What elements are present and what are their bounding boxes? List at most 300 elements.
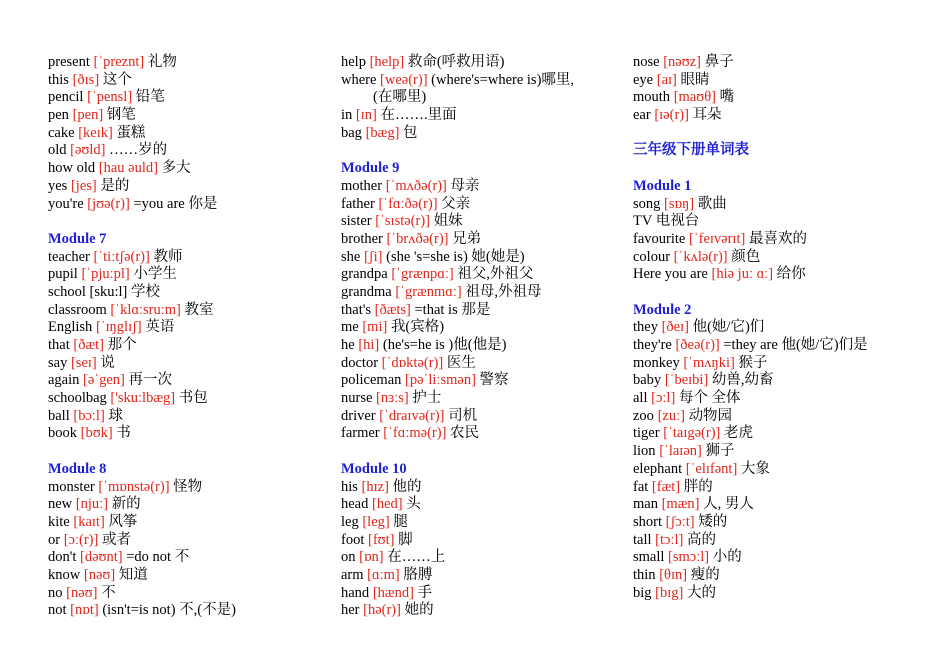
chinese-meaning: 小的 (712, 549, 742, 566)
vocab-entry (48, 408, 333, 426)
vocab-entry (48, 142, 333, 160)
chinese-meaning: 祖父,外祖父 (457, 266, 534, 283)
phonetic: [hi] (358, 337, 380, 353)
english-word: lion (633, 443, 656, 460)
phonetic: [nəʊ] (83, 566, 116, 583)
vocab-entry (48, 196, 333, 214)
phonetic: [ˈbeɪbi] (664, 372, 709, 389)
vocab-entry (48, 532, 333, 550)
chinese-meaning: 高的 (686, 531, 716, 548)
phonetic: [ɪə(r)] (654, 107, 689, 124)
vocab-entry (633, 425, 933, 443)
english-word: all (633, 390, 648, 407)
english-word: mother (341, 177, 383, 194)
chinese-meaning: 姐妹 (433, 213, 463, 230)
vocab-entry (341, 302, 626, 320)
english-word: elephant (633, 460, 683, 477)
chinese-meaning: 颜色 (731, 248, 761, 265)
phonetic: [ˈgrænpɑː] (391, 266, 454, 283)
vocab-entry (633, 355, 933, 373)
english-word: policeman (341, 372, 402, 389)
chinese-meaning: 多大 (161, 160, 191, 177)
chinese-meaning: 鼻子 (704, 54, 734, 70)
english-word: ball (48, 407, 70, 424)
chinese-meaning: 铅笔 (135, 89, 165, 106)
module-heading: Module 8 (48, 460, 107, 477)
phonetic: [ˈkʌlə(r)] (673, 248, 728, 265)
vocab-entry (633, 54, 933, 72)
phonetic: [hiə juː ɑː] (711, 266, 774, 283)
chinese-meaning: 不 (101, 584, 116, 601)
spacer (341, 142, 626, 160)
phonetic: [hed] (372, 496, 403, 513)
phonetic: [ˈsɪstə(r)] (375, 213, 430, 230)
chinese-meaning: 这个 (102, 71, 132, 88)
vocab-entry (48, 337, 333, 355)
vocab-column-1 (48, 54, 333, 620)
phonetic: [pəˈliːsmən] (405, 372, 476, 389)
phonetic: [əʊld] (70, 142, 106, 159)
chinese-meaning: 动物园 (688, 407, 733, 424)
vocab-entry (48, 284, 333, 302)
english-word: book (48, 425, 77, 442)
phonetic: [bɪg] (655, 584, 684, 601)
chinese-meaning: 农民 (450, 425, 480, 442)
english-word: English (48, 319, 93, 336)
english-word: leg (341, 513, 359, 530)
chinese-meaning: [sku:l] 学校 (89, 283, 160, 300)
phonetic: [ðæt] (73, 337, 104, 353)
chinese-meaning: 那个 (107, 337, 137, 353)
vocab-entry (48, 249, 333, 267)
vocab-entry (48, 585, 333, 603)
english-word: tall (633, 531, 652, 548)
vocab-entry (341, 249, 626, 267)
phonetic: [əˈgen] (83, 372, 125, 389)
vocab-entry (633, 549, 933, 567)
vocab-entry (48, 89, 333, 107)
spacer (48, 443, 333, 461)
english-word: sister (341, 213, 372, 230)
chinese-meaning: 球 (108, 407, 123, 424)
vocab-entry (48, 72, 333, 90)
vocab-entry (633, 372, 933, 390)
vocab-entry (341, 266, 626, 284)
vocab-entry (633, 496, 933, 514)
english-word: bag (341, 124, 362, 141)
chinese-meaning: 司机 (448, 407, 478, 424)
english-word: present (48, 54, 90, 70)
english-word: colour (633, 248, 671, 265)
english-word: kite (48, 513, 70, 530)
chinese-meaning: 嘴 (719, 89, 735, 106)
spacer (633, 160, 933, 178)
vocab-entry (633, 249, 933, 267)
vocab-entry (341, 496, 626, 514)
english-word: grandma (341, 283, 392, 300)
chinese-meaning: 大的 (686, 584, 716, 601)
vocab-entry (341, 213, 626, 231)
chinese-meaning: 腿 (393, 513, 408, 530)
phonetic: [ɔːl] (651, 390, 676, 407)
phonetic: ['skuːlbæg] (110, 390, 176, 407)
module-heading: Module 9 (341, 160, 400, 177)
phonetic: [ˈklɑːsruːm] (110, 301, 181, 318)
chinese-meaning: 最喜欢的 (748, 230, 807, 247)
english-word: song (633, 195, 661, 212)
vocab-entry (48, 54, 333, 72)
english-word: his (341, 478, 358, 495)
english-word: arm (341, 566, 364, 583)
chinese-meaning: 新的 (111, 496, 141, 513)
phonetic: [ðeɪ] (661, 319, 689, 336)
vocab-entry (633, 514, 933, 532)
english-word: say (48, 354, 68, 371)
english-word: cake (48, 124, 75, 141)
phonetic: [sɒŋ] (664, 195, 695, 212)
vocab-entry (633, 72, 933, 90)
chinese-meaning: 电视台 (655, 213, 700, 230)
vocab-entry (633, 266, 933, 284)
vocab-entry (48, 372, 333, 390)
phonetic: [ˈpjuːpl] (81, 266, 130, 283)
chinese-meaning: 小学生 (133, 266, 177, 283)
phonetic: [ˈɪŋglɪʃ] (95, 319, 142, 336)
english-word: thin (633, 566, 656, 583)
phonetic: [bʊk] (80, 425, 113, 442)
vocab-entry (341, 549, 626, 567)
vocab-entry (341, 390, 626, 408)
vocab-entry (48, 302, 333, 320)
phonetic: [ˈfeɪvərɪt] (688, 230, 746, 247)
vocab-entry (48, 425, 333, 443)
module-heading: Module 10 (341, 460, 407, 477)
vocab-entry (341, 196, 626, 214)
english-word: pupil (48, 266, 78, 283)
chinese-meaning: 包 (403, 124, 418, 141)
chinese-meaning: 脚 (398, 531, 413, 548)
vocab-entry (48, 266, 333, 284)
section-title: 三年级下册单词表 (633, 142, 749, 159)
vocab-entry (341, 425, 626, 443)
vocab-entry (341, 54, 626, 72)
vocab-entry (633, 585, 933, 603)
chinese-meaning: 瘦的 (690, 566, 720, 583)
chinese-meaning: 母亲 (450, 177, 480, 194)
vocab-entry (633, 231, 933, 249)
english-word: how old (48, 160, 96, 177)
vocab-entry (633, 213, 933, 231)
vocab-entry (633, 319, 933, 337)
english-word: driver (341, 407, 376, 424)
phonetic: [seɪ] (70, 354, 97, 371)
english-word: again (48, 372, 80, 389)
phonetic: [dəʊnt] (80, 549, 123, 566)
phonetic: [jʊə(r)] (87, 195, 130, 212)
english-word: short (633, 513, 662, 530)
english-word: Here you are (633, 266, 708, 283)
english-word: on (341, 549, 356, 566)
english-word: TV (633, 213, 653, 230)
phonetic: [fæt] (651, 478, 681, 495)
chinese-meaning: 怪物 (173, 478, 203, 495)
phonetic: [jes] (70, 177, 97, 194)
chinese-meaning: 给你 (776, 266, 806, 283)
chinese-meaning: 医生 (446, 354, 476, 371)
english-word: doctor (341, 354, 379, 371)
vocab-entry (633, 196, 933, 214)
english-word: help (341, 54, 366, 70)
vocab-entry (341, 125, 626, 143)
chinese-meaning: 父亲 (441, 195, 471, 212)
vocab-entry (48, 496, 333, 514)
chinese-meaning: 兄弟 (452, 230, 482, 247)
vocab-entry (48, 319, 333, 337)
vocab-entry (633, 461, 933, 479)
english-word: classroom (48, 301, 107, 318)
chinese-meaning: 狮子 (705, 443, 735, 460)
english-word: zoo (633, 407, 654, 424)
chinese-meaning: 说 (100, 354, 115, 371)
chinese-meaning: 祖母,外祖母 (465, 283, 542, 300)
phonetic: [nɜːs] (376, 390, 409, 407)
phonetic: [ðɪs] (72, 71, 100, 88)
chinese-meaning: 猴子 (738, 354, 768, 371)
phonetic: [ðeə(r)] (675, 337, 720, 353)
english-word: monster (48, 478, 95, 495)
vocab-entry (633, 532, 933, 550)
phonetic: [maʊθ] (673, 89, 716, 106)
phonetic: [ˈdɒktə(r)] (381, 354, 444, 371)
english-word: mouth (633, 89, 671, 106)
spacer (341, 443, 626, 461)
vocab-entry (341, 585, 626, 603)
chinese-meaning: 他(她/它)们 (692, 319, 765, 336)
phonetic: [bæg] (365, 124, 400, 141)
english-word: father (341, 195, 375, 212)
phonetic: [hænd] (372, 584, 414, 601)
phonetic: [hə(r)] (363, 602, 401, 619)
chinese-meaning: 老虎 (723, 425, 753, 442)
english-word: grandpa (341, 266, 388, 283)
phonetic: [ˈmʌŋki] (683, 354, 735, 371)
chinese-meaning: 每个 全体 (678, 390, 741, 407)
phonetic: [ˈbrʌðə(r)] (386, 230, 449, 247)
chinese-meaning: 他的 (392, 478, 422, 495)
vocab-entry (48, 514, 333, 532)
phonetic: [njuː] (75, 496, 109, 513)
phonetic: [help] (369, 54, 405, 70)
english-word: nose (633, 54, 660, 70)
english-word: head (341, 496, 369, 513)
phonetic: [ˈtiːtʃə(r)] (93, 248, 150, 265)
english-word: yes (48, 177, 68, 194)
vocab-entry (633, 390, 933, 408)
chinese-meaning: 我(宾格) (390, 319, 445, 336)
chinese-meaning: ……岁的 (109, 142, 168, 159)
phonetic: [ˈelɪfənt] (685, 460, 738, 477)
chinese-meaning: (she 's=she is) 她(她是) (386, 248, 525, 265)
chinese-meaning: 英语 (145, 319, 175, 336)
chinese-meaning: 歌曲 (697, 195, 727, 212)
chinese-meaning: (在哪里) (373, 89, 427, 106)
phonetic: [ˈdraɪvə(r)] (379, 407, 445, 424)
spacer (633, 125, 933, 143)
chinese-meaning: 书包 (178, 390, 208, 407)
chinese-meaning: (he's=he is )他(他是) (382, 337, 507, 353)
phonetic: [aɪ] (656, 71, 677, 88)
english-word: schoolbag (48, 390, 107, 407)
vocab-entry (48, 160, 333, 178)
english-word: monkey (633, 354, 680, 371)
chinese-meaning: 钢笔 (106, 107, 136, 124)
english-word: teacher (48, 248, 90, 265)
chinese-meaning: 警察 (479, 372, 509, 389)
english-word: that (48, 337, 70, 353)
phonetic: [ˈfɑːðə(r)] (378, 195, 438, 212)
module-heading: Module 1 (633, 177, 692, 194)
english-word: you're (48, 195, 84, 212)
phonetic: [bɔːl] (73, 407, 105, 424)
vocab-entry (341, 408, 626, 426)
chinese-meaning: 或者 (101, 531, 131, 548)
chinese-meaning: 礼物 (147, 54, 177, 70)
phonetic: [ˈmʌðə(r)] (385, 177, 447, 194)
english-word: pen (48, 107, 69, 124)
phonetic: [ˈtaɪgə(r)] (663, 425, 721, 442)
english-word: brother (341, 230, 383, 247)
phonetic: [ʃɔːt] (665, 513, 695, 530)
chinese-meaning: 是的 (100, 177, 130, 194)
english-word: tiger (633, 425, 660, 442)
english-word: they (633, 319, 658, 336)
vocab-entry (341, 89, 626, 107)
chinese-meaning: 幼兽,幼畜 (711, 372, 774, 389)
phonetic: [ˈgrænmɑː] (395, 283, 462, 300)
phonetic: [weə(r)] (380, 71, 428, 88)
chinese-meaning: 矮的 (698, 513, 728, 530)
module-heading: Module 2 (633, 301, 692, 318)
english-word: fat (633, 478, 649, 495)
english-word: where (341, 71, 377, 88)
phonetic: [ɒn] (359, 549, 384, 566)
phonetic: [leg] (362, 513, 390, 530)
english-word: ear (633, 107, 651, 124)
phonetic: [ɑːm] (367, 566, 400, 583)
english-word: hand (341, 584, 370, 601)
vocab-entry (341, 231, 626, 249)
chinese-meaning: =do not 不 (126, 549, 190, 566)
vocab-entry (341, 514, 626, 532)
chinese-meaning: 胖的 (683, 478, 713, 495)
vocab-entry (341, 532, 626, 550)
phonetic: [ˈfɑːmə(r)] (383, 425, 447, 442)
phonetic: [ɪn] (355, 107, 377, 124)
english-word: her (341, 602, 360, 619)
english-word: not (48, 602, 67, 619)
chinese-meaning: 再一次 (128, 372, 173, 389)
vocab-entry (48, 125, 333, 143)
phonetic: [nəʊz] (663, 54, 701, 70)
chinese-meaning: 耳朵 (692, 107, 722, 124)
chinese-meaning: 风筝 (108, 513, 138, 530)
phonetic: [hɪz] (361, 478, 389, 495)
phonetic: [ˈmɒnstə(r)] (98, 478, 170, 495)
english-word: know (48, 566, 81, 583)
english-word: new (48, 496, 73, 513)
vocab-entry (633, 408, 933, 426)
english-word: man (633, 496, 658, 513)
phonetic: [ʃi] (363, 248, 383, 265)
chinese-meaning: 她的 (404, 602, 434, 619)
spacer (633, 284, 933, 302)
vocab-entry (341, 355, 626, 373)
english-word: school (48, 283, 86, 300)
phonetic: [tɔːl] (655, 531, 684, 548)
chinese-meaning: 在……上 (387, 549, 446, 566)
vocab-entry (48, 178, 333, 196)
phonetic: [nɒt] (70, 602, 99, 619)
phonetic: [kaɪt] (73, 513, 105, 530)
vocab-entry (341, 337, 626, 355)
phonetic: [ðæts] (374, 301, 411, 318)
chinese-meaning: (isn't=is not) 不,(不是) (102, 602, 236, 619)
chinese-meaning: 教师 (153, 248, 183, 265)
phonetic: [nəʊ] (66, 584, 98, 601)
vocab-entry (341, 284, 626, 302)
english-word: she (341, 248, 361, 265)
chinese-meaning: 蛋糕 (116, 124, 146, 141)
vocab-entry (341, 72, 626, 90)
vocab-entry (48, 355, 333, 373)
english-word: that's (341, 301, 371, 318)
chinese-meaning: 眼睛 (680, 71, 710, 88)
chinese-meaning: 护士 (412, 390, 442, 407)
phonetic: [zuː] (657, 407, 685, 424)
english-word: they're (633, 337, 672, 353)
phonetic: [fʊt] (367, 531, 395, 548)
english-word: small (633, 549, 665, 566)
vocab-entry (341, 567, 626, 585)
english-word: me (341, 319, 359, 336)
vocab-entry (633, 89, 933, 107)
phonetic: [hau əuld] (98, 160, 158, 177)
vocab-entry (633, 107, 933, 125)
english-word: foot (341, 531, 365, 548)
chinese-meaning: 大象 (740, 460, 770, 477)
vocab-entry (633, 337, 933, 355)
chinese-meaning: 胳膊 (403, 566, 433, 583)
vocab-entry (341, 372, 626, 390)
phonetic: [ˈpreznt] (93, 54, 145, 70)
vocab-entry (341, 107, 626, 125)
english-word: pencil (48, 89, 84, 106)
phonetic: [mæn] (661, 496, 700, 513)
phonetic: [keɪk] (78, 124, 113, 141)
vocab-entry (48, 390, 333, 408)
vocab-entry (341, 178, 626, 196)
phonetic: [ɔː(r)] (63, 531, 99, 548)
module-heading: Module 7 (48, 230, 107, 247)
chinese-meaning: 头 (406, 496, 421, 513)
english-word: baby (633, 372, 662, 389)
phonetic: [mi] (362, 319, 388, 336)
english-word: this (48, 71, 69, 88)
chinese-meaning: =you are 你是 (133, 195, 218, 212)
vocab-column-2 (341, 54, 626, 620)
phonetic: [ˈpensl] (87, 89, 133, 106)
vocab-entry (341, 479, 626, 497)
